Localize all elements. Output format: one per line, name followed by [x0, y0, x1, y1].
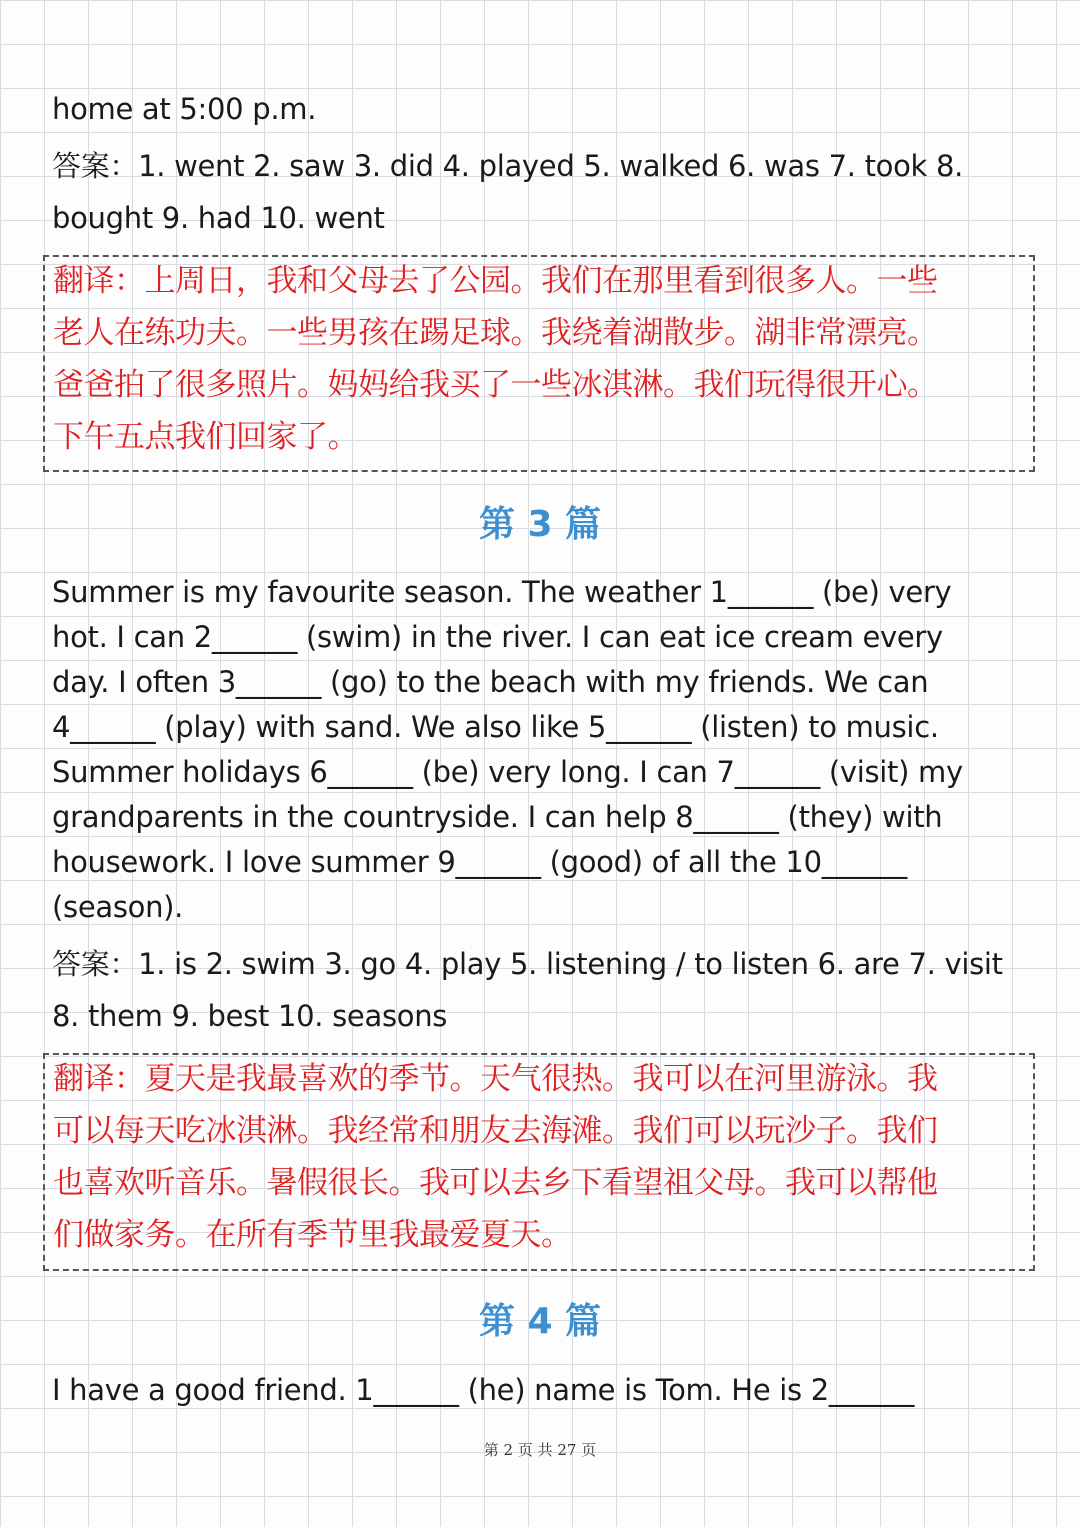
passage-line: (season).: [52, 890, 184, 924]
translation-line: 翻译：上周日，我和父母去了公园。我们在那里看到很多人。一些: [53, 263, 938, 299]
translation-line: 下午五点我们回家了。: [53, 419, 358, 455]
passage-line: Summer holidays 6______ (be) very long. I can 7______ (visit) my: [52, 755, 963, 789]
page-number: 第 2 页 共 27 页: [483, 1441, 597, 1459]
answer-line: 8. them 9. best 10. seasons: [52, 999, 448, 1033]
passage-line: Summer is my favourite season. The weather 1______ (be) very: [52, 575, 952, 609]
translation-box: [43, 1053, 1035, 1271]
passage-line: housework. I love summer 9______ (good) of all the 10______: [52, 845, 907, 879]
answer-line: 答案：1. is 2. swim 3. go 4. play 5. listening / to listen 6. are 7. visit: [52, 947, 1003, 981]
translation-line: 老人在练功夫。一些男孩在踢足球。我绕着湖散步。湖非常漂亮。: [53, 315, 938, 351]
translation-line: 也喜欢听音乐。暑假很长。我可以去乡下看望祖父母。我可以帮他: [53, 1165, 938, 1201]
passage-line: 4______ (play) with sand. We also like 5______ (listen) to music.: [52, 710, 939, 744]
translation-line: 们做家务。在所有季节里我最爱夏天。: [53, 1217, 572, 1253]
section-heading: 第 3 篇: [478, 504, 602, 545]
passage-line: day. I often 3______ (go) to the beach with my friends. We can: [52, 665, 929, 699]
answer-line: bought 9. had 10. went: [52, 201, 385, 235]
translation-line: 可以每天吃冰淇淋。我经常和朋友去海滩。我们可以玩沙子。我们: [53, 1113, 938, 1149]
passage-line: I have a good friend. 1______ (he) name is Tom. He is 2______: [52, 1373, 915, 1407]
answer-line: 答案：1. went 2. saw 3. did 4. played 5. walked 6. was 7. took 8.: [52, 149, 964, 183]
translation-line: 爸爸拍了很多照片。妈妈给我买了一些冰淇淋。我们玩得很开心。: [53, 367, 938, 403]
passage-line: home at 5:00 p.m.: [52, 92, 317, 126]
section-heading: 第 4 篇: [478, 1301, 602, 1342]
passage-line: hot. I can 2______ (swim) in the river. I can eat ice cream every: [52, 620, 943, 654]
translation-line: 翻译：夏天是我最喜欢的季节。天气很热。我可以在河里游泳。我: [53, 1061, 938, 1097]
translation-box: [43, 255, 1035, 472]
passage-line: grandparents in the countryside. I can help 8______ (they) with: [52, 800, 943, 834]
